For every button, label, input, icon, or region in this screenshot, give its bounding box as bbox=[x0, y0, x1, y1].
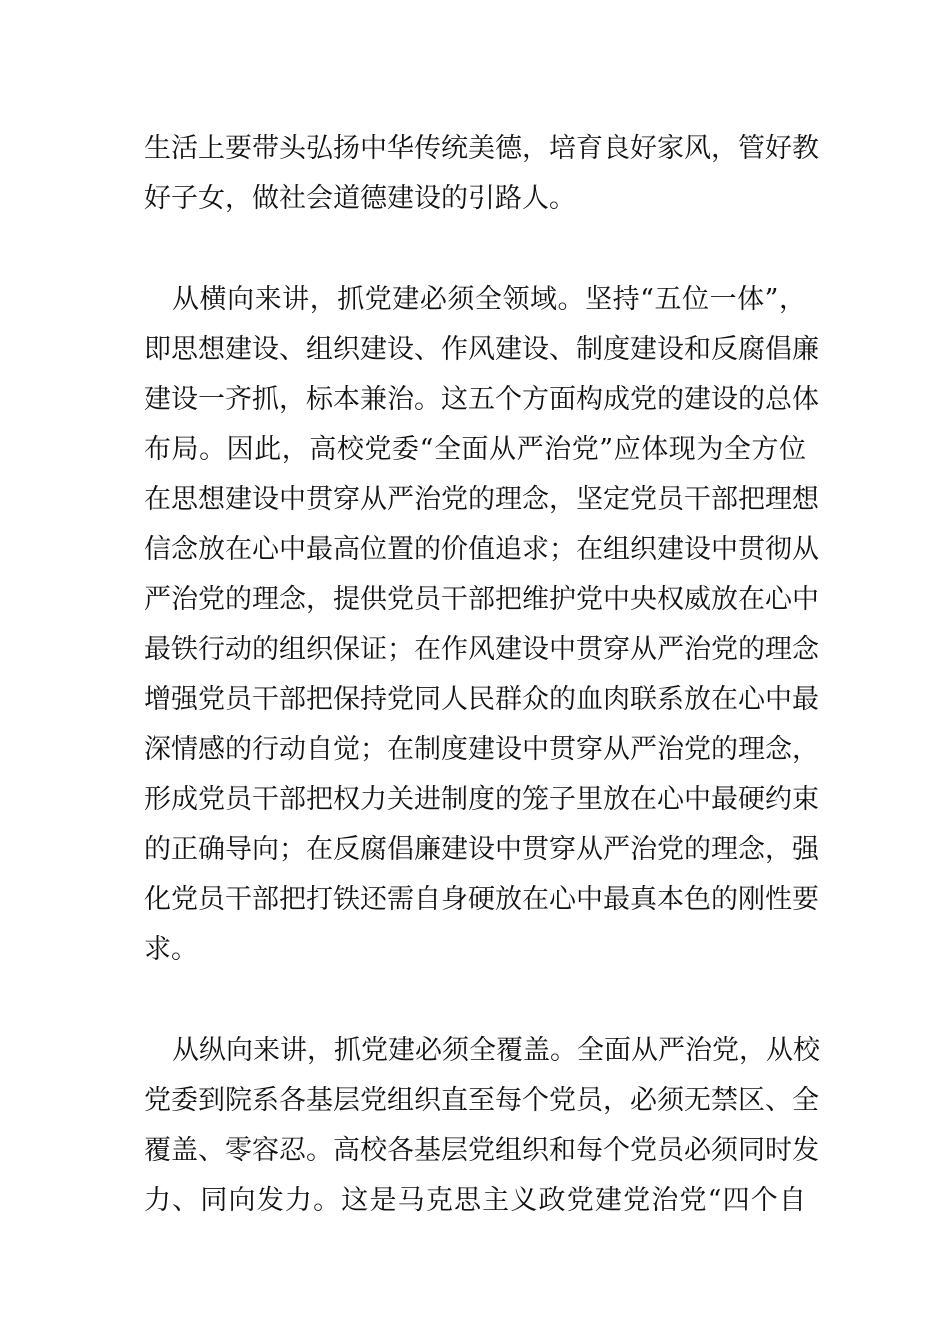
paragraph-2-line-14: 求。 bbox=[144, 934, 198, 965]
paragraph-3-line-1: 从纵向来讲，抓党建必须全覆盖。全面从严治党，从校 bbox=[172, 1035, 820, 1066]
paragraph-2-line-13: 化党员干部把打铁还需自身硬放在心中最真本色的刚性要 bbox=[144, 884, 819, 915]
paragraph-2-line-5: 在思想建设中贯穿从严治党的理念，坚定党员干部把理想 bbox=[144, 484, 819, 515]
paragraph-2-line-10: 深情感的行动自觉；在制度建设中贯穿从严治党的理念， bbox=[144, 734, 819, 765]
paragraph-2-line-9: 增强党员干部把保持党同人民群众的血肉联系放在心中最 bbox=[144, 684, 819, 715]
paragraph-3-line-2: 党委到院系各基层党组织直至每个党员，必须无禁区、全 bbox=[144, 1085, 819, 1116]
paragraph-1-line-1: 生活上要带头弘扬中华传统美德，培育良好家风，管好教 bbox=[144, 133, 819, 164]
paragraph-2-line-8: 最铁行动的组织保证；在作风建设中贯穿从严治党的理念 bbox=[144, 634, 819, 665]
paragraph-3-line-4: 力、同向发力。这是马克思主义政党建党治党“四个自 bbox=[144, 1185, 806, 1216]
paragraph-2-line-6: 信念放在心中最高位置的价值追求；在组织建设中贯彻从 bbox=[144, 534, 819, 565]
paragraph-2-line-2: 即思想建设、组织建设、作风建设、制度建设和反腐倡廉 bbox=[144, 334, 819, 365]
paragraph-2-line-11: 形成党员干部把权力关进制度的笼子里放在心中最硬约束 bbox=[144, 784, 819, 815]
paragraph-2-line-3: 建设一齐抓，标本兼治。这五个方面构成党的建设的总体 bbox=[144, 384, 819, 415]
paragraph-1-line-2: 好子女，做社会道德建设的引路人。 bbox=[144, 183, 576, 214]
paragraph-2-line-7: 严治党的理念，提供党员干部把维护党中央权威放在心中 bbox=[144, 584, 819, 615]
paragraph-2-line-12: 的正确导向；在反腐倡廉建设中贯穿从严治党的理念，强 bbox=[144, 834, 819, 865]
paragraph-3-line-3: 覆盖、零容忍。高校各基层党组织和每个党员必须同时发 bbox=[144, 1135, 819, 1166]
paragraph-2-line-4: 布局。因此，高校党委“全面从严治党”应体现为全方位 bbox=[144, 434, 806, 465]
paragraph-2-line-1: 从横向来讲，抓党建必须全领域。坚持“五位一体”， bbox=[172, 284, 806, 315]
